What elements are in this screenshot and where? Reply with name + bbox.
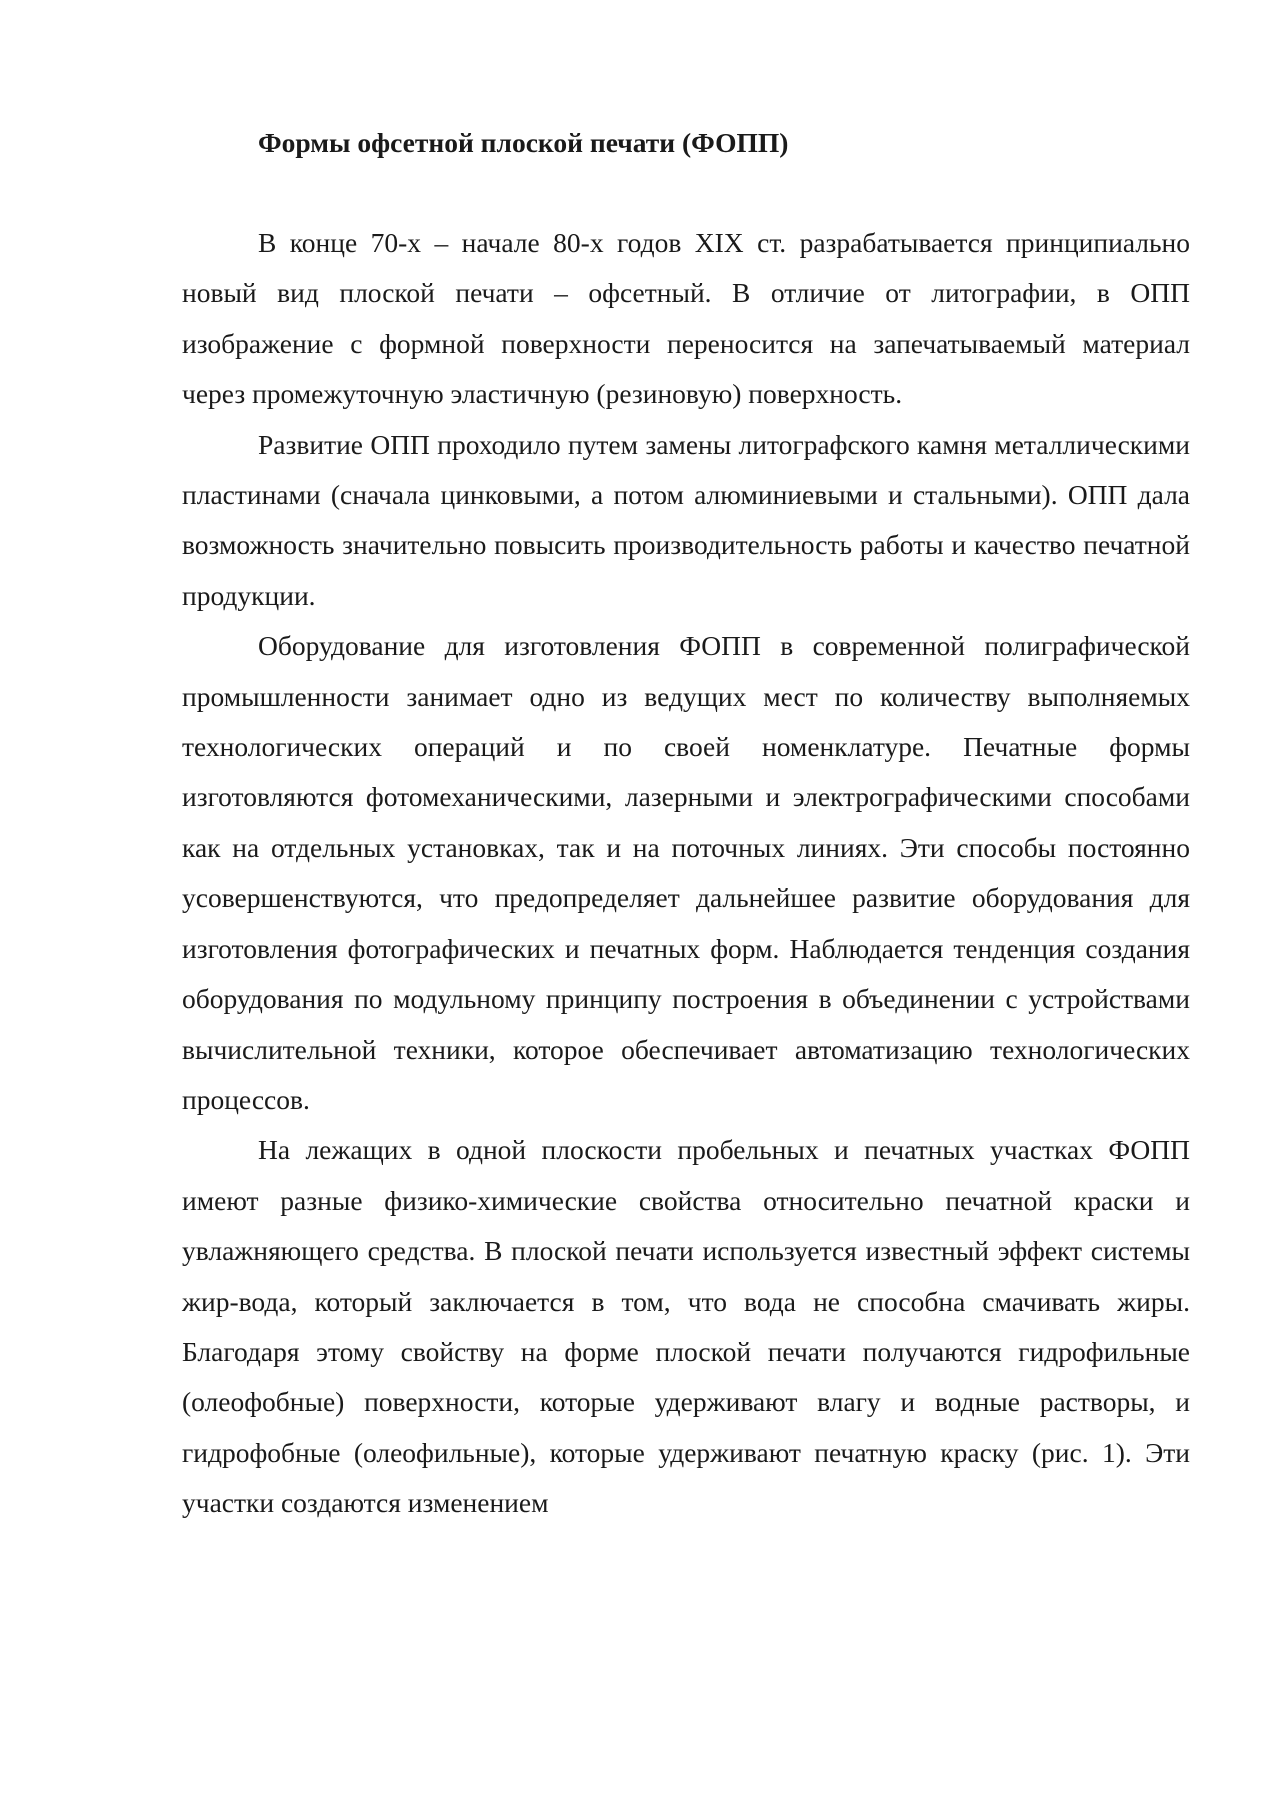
document-title: Формы офсетной плоской печати (ФОПП) [258,127,789,158]
paragraph-2: Развитие ОПП проходило путем замены литографского камня металлическими пластинами (сначала цинковыми, а потом алюминиевыми и стальными). ОПП дала возможность значительно повысить производительность работы и качество печатной продукции. [182,428,1190,611]
paragraph-1: В конце 70-х – начале 80-х годов XIX ст. разрабатывается принципиально новый вид плоской печати – офсетный. В отличие от литографии, в ОПП изображение с формной поверхности переносится на запечатываемый материал через промежуточную эластичную (резиновую) поверхность. [182,227,1190,410]
paragraph-3: Оборудование для изготовления ФОПП в современной полиграфической промышленности занимает одно из ведущих мест по количеству выполняемых технологических операций и по своей номенклатуре. Печатные формы изготовляются фотомеханическими, лазерными и электрографическими способами как на отдельных установках, так и на поточных линиях. Эти способы постоянно усовершенствуются, что предопределяет дальнейшее развитие оборудования для изготовления фотографических и печатных форм. Наблюдается тенденция создания оборудования по модульному принципу построения в объединении с устройствами вычислительной техники, которое обеспечивает автоматизацию технологических процессов. [182,630,1190,1115]
document-body [182,118,1190,1529]
paragraph-4: На лежащих в одной плоскости пробельных и печатных участках ФОПП имеют разные физико-химические свойства относительно печатной краски и увлажняющего средства. В плоской печати используется известный эффект системы жир-вода, который заключается в том, что вода не способна смачивать жиры. Благодаря этому свойству на форме плоской печати получаются гидрофильные (олеофобные) поверхности, которые удерживают влагу и водные растворы, и гидрофобные (олеофильные), которые удерживают печатную краску (рис. 1). Эти участки создаются изменением [182,1134,1190,1519]
title-spacer [182,168,1190,218]
